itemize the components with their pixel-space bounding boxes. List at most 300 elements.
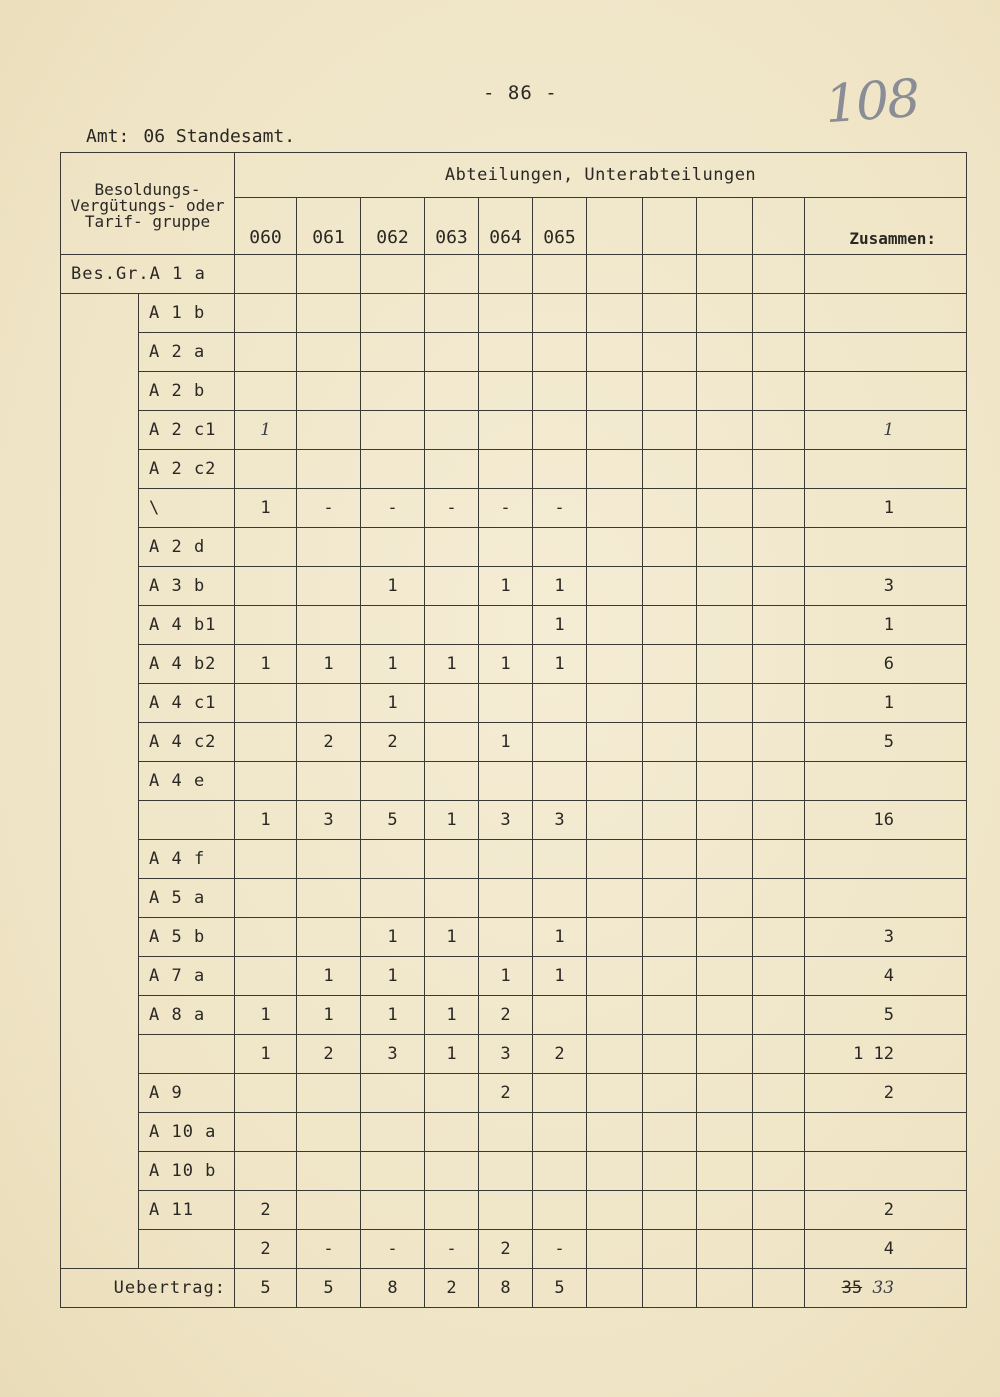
- empty-cell: [643, 1191, 697, 1230]
- department-value: 3: [361, 1035, 425, 1074]
- department-value: [425, 684, 479, 723]
- department-value: 3: [297, 801, 361, 840]
- department-value: [361, 1152, 425, 1191]
- department-value: [533, 723, 587, 762]
- department-value: [533, 528, 587, 567]
- department-value: [479, 411, 533, 450]
- group-label: A 5 b: [139, 918, 235, 957]
- empty-cell: [587, 411, 643, 450]
- group-label: A 4 c1: [139, 684, 235, 723]
- department-value: [533, 840, 587, 879]
- department-value: [533, 1191, 587, 1230]
- department-value: 1: [479, 957, 533, 996]
- department-value: [479, 1113, 533, 1152]
- department-value: [425, 411, 479, 450]
- department-value: [479, 606, 533, 645]
- group-label: A 2 a: [139, 333, 235, 372]
- department-value: -: [533, 1230, 587, 1269]
- indent-cell: [61, 684, 139, 723]
- department-value: [425, 1074, 479, 1113]
- row-total: [805, 1113, 967, 1152]
- indent-cell: [61, 489, 139, 528]
- department-value: 2: [479, 1074, 533, 1113]
- department-value: [361, 294, 425, 333]
- row-total: 5: [805, 723, 967, 762]
- table-row: [61, 606, 967, 645]
- carryover-value: 5: [533, 1269, 587, 1308]
- department-value: [425, 1191, 479, 1230]
- group-label: A 4 e: [139, 762, 235, 801]
- department-value: 2: [235, 1230, 297, 1269]
- indent-cell: [61, 762, 139, 801]
- empty-cell: [587, 606, 643, 645]
- department-value: 1: [533, 957, 587, 996]
- empty-cell: [587, 450, 643, 489]
- department-value: [297, 918, 361, 957]
- empty-cell: [587, 333, 643, 372]
- department-value: -: [425, 1230, 479, 1269]
- total-column-header: Zusammen:: [805, 198, 967, 255]
- department-value: [425, 294, 479, 333]
- empty-cell: [697, 996, 753, 1035]
- row-total: [805, 762, 967, 801]
- department-value: -: [297, 489, 361, 528]
- table-row: [61, 1074, 967, 1113]
- department-value: [533, 450, 587, 489]
- department-value: [235, 684, 297, 723]
- department-value: [297, 1074, 361, 1113]
- department-value: 1: [479, 645, 533, 684]
- indent-cell: [61, 1113, 139, 1152]
- department-value: 1: [425, 645, 479, 684]
- department-value: [235, 567, 297, 606]
- empty-cell: [697, 411, 753, 450]
- departments-header: Abteilungen, Unterabteilungen: [235, 153, 967, 198]
- department-value: [235, 294, 297, 333]
- empty-cell: [697, 801, 753, 840]
- empty-cell: [643, 879, 697, 918]
- empty-cell: [697, 645, 753, 684]
- empty-cell: [643, 684, 697, 723]
- table-row: [61, 567, 967, 606]
- table-body: [61, 255, 967, 1269]
- indent-cell: [61, 996, 139, 1035]
- empty-cell: [643, 801, 697, 840]
- department-value: [235, 879, 297, 918]
- empty-cell: [753, 684, 805, 723]
- empty-cell: [753, 1152, 805, 1191]
- department-value: [479, 840, 533, 879]
- department-value: 1: [533, 606, 587, 645]
- department-value: [361, 372, 425, 411]
- empty-cell: [753, 1191, 805, 1230]
- department-value: [425, 879, 479, 918]
- archive-number: 108: [823, 68, 921, 136]
- empty-cell: [643, 996, 697, 1035]
- empty-cell: [587, 489, 643, 528]
- row-total: 2: [805, 1191, 967, 1230]
- department-value: [479, 684, 533, 723]
- department-value: [533, 294, 587, 333]
- department-value: [361, 1191, 425, 1230]
- department-code: 064: [479, 198, 533, 255]
- department-value: [235, 957, 297, 996]
- department-value: [297, 879, 361, 918]
- office-value: 06 Standesamt.: [143, 126, 296, 147]
- department-value: [235, 255, 297, 294]
- carryover-value: 5: [235, 1269, 297, 1308]
- indent-cell: [61, 567, 139, 606]
- department-value: [533, 996, 587, 1035]
- department-value: [235, 1113, 297, 1152]
- row-total: 1: [805, 606, 967, 645]
- empty-cell: [587, 1152, 643, 1191]
- empty-cell: [587, 294, 643, 333]
- department-value: [297, 762, 361, 801]
- table-row: [61, 762, 967, 801]
- empty-cell: [643, 567, 697, 606]
- empty-cell: [753, 606, 805, 645]
- empty-cell: [643, 528, 697, 567]
- group-label: A 1 b: [139, 294, 235, 333]
- empty-cell: [643, 450, 697, 489]
- department-value: [479, 762, 533, 801]
- empty-cell: [753, 411, 805, 450]
- empty-cell: [697, 957, 753, 996]
- department-value: 2: [533, 1035, 587, 1074]
- empty-cell: [697, 255, 753, 294]
- empty-cell: [697, 372, 753, 411]
- group-label: A 11: [139, 1191, 235, 1230]
- table-row: [61, 996, 967, 1035]
- group-label: A 4 b1: [139, 606, 235, 645]
- empty-cell: [697, 528, 753, 567]
- department-value: [425, 450, 479, 489]
- department-value: 1: [235, 1035, 297, 1074]
- empty-cell: [753, 1113, 805, 1152]
- table-row: [61, 957, 967, 996]
- empty-cell: [587, 957, 643, 996]
- table-row: [61, 294, 967, 333]
- group-label: A 2 d: [139, 528, 235, 567]
- department-value: [425, 957, 479, 996]
- table-row: [61, 840, 967, 879]
- department-value: [235, 450, 297, 489]
- group-label: Bes.Gr.A 1 a: [61, 255, 235, 294]
- indent-cell: [61, 528, 139, 567]
- department-value: 2: [479, 1230, 533, 1269]
- empty-cell: [753, 840, 805, 879]
- group-label: A 4 c2: [139, 723, 235, 762]
- department-value: [297, 567, 361, 606]
- department-value: 5: [361, 801, 425, 840]
- empty-cell: [643, 411, 697, 450]
- department-value: 1: [361, 684, 425, 723]
- department-value: -: [361, 489, 425, 528]
- row-total: [805, 255, 967, 294]
- department-value: [425, 606, 479, 645]
- department-value: [297, 372, 361, 411]
- empty-cell: [587, 723, 643, 762]
- group-label: A 2 c1: [139, 411, 235, 450]
- department-value: 1: [235, 801, 297, 840]
- department-value: [297, 411, 361, 450]
- indent-cell: [61, 1191, 139, 1230]
- empty-cell: [753, 1269, 805, 1308]
- department-value: 1: [533, 645, 587, 684]
- empty-cell: [587, 645, 643, 684]
- department-value: 1: [297, 645, 361, 684]
- department-value: [297, 294, 361, 333]
- empty-cell: [643, 1035, 697, 1074]
- empty-cell: [587, 567, 643, 606]
- empty-cell: [643, 1113, 697, 1152]
- indent-cell: [61, 294, 139, 333]
- empty-cell: [697, 684, 753, 723]
- empty-cell: [587, 684, 643, 723]
- carryover-value: 8: [361, 1269, 425, 1308]
- department-value: 1: [533, 918, 587, 957]
- carryover-total-crossed: 35: [841, 1278, 863, 1298]
- group-label: A 2 b: [139, 372, 235, 411]
- empty-cell: [643, 1230, 697, 1269]
- indent-cell: [61, 801, 139, 840]
- department-value: 1: [361, 918, 425, 957]
- carryover-row: [61, 1269, 967, 1308]
- department-value: 1: [425, 918, 479, 957]
- department-value: 1: [235, 489, 297, 528]
- row-total: [805, 372, 967, 411]
- department-value: [297, 450, 361, 489]
- empty-cell: [587, 1113, 643, 1152]
- empty-cell: [753, 489, 805, 528]
- carryover-label: Uebertrag:: [61, 1269, 235, 1308]
- group-label: A 2 c2: [139, 450, 235, 489]
- department-value: 2: [297, 1035, 361, 1074]
- department-value: [425, 528, 479, 567]
- personnel-table: [60, 152, 967, 1308]
- department-value: [235, 723, 297, 762]
- row-total: 1 12: [805, 1035, 967, 1074]
- carryover-value: 2: [425, 1269, 479, 1308]
- empty-cell: [643, 372, 697, 411]
- carryover-total-handwritten: 33: [872, 1278, 895, 1298]
- department-value: 1: [361, 645, 425, 684]
- department-value: -: [297, 1230, 361, 1269]
- department-value: 3: [479, 1035, 533, 1074]
- department-value: [235, 762, 297, 801]
- department-value: [361, 450, 425, 489]
- empty-cell: [697, 1113, 753, 1152]
- table-row: [61, 723, 967, 762]
- empty-cell: [587, 255, 643, 294]
- indent-cell: [61, 918, 139, 957]
- empty-cell: [697, 567, 753, 606]
- row-total: 4: [805, 1230, 967, 1269]
- group-label: [139, 1230, 235, 1269]
- row-total: 3: [805, 918, 967, 957]
- empty-cell: [753, 957, 805, 996]
- empty-cell: [643, 957, 697, 996]
- indent-cell: [61, 957, 139, 996]
- department-value: [235, 1152, 297, 1191]
- department-value: [425, 762, 479, 801]
- empty-cell: [697, 1230, 753, 1269]
- row-total: [805, 450, 967, 489]
- empty-cell: [753, 450, 805, 489]
- department-value: [479, 294, 533, 333]
- empty-department-column: [643, 198, 697, 255]
- empty-cell: [587, 801, 643, 840]
- department-value: 1: [425, 801, 479, 840]
- carryover-total: [805, 1269, 967, 1308]
- department-value: [297, 684, 361, 723]
- row-total: [805, 528, 967, 567]
- department-value: 1: [361, 996, 425, 1035]
- row-total: 1: [805, 411, 967, 450]
- row-total: 1: [805, 684, 967, 723]
- indent-cell: [61, 333, 139, 372]
- indent-cell: [61, 411, 139, 450]
- department-value: 1: [479, 567, 533, 606]
- table-row: [61, 333, 967, 372]
- table-row: [61, 1035, 967, 1074]
- carryover-value: 8: [479, 1269, 533, 1308]
- department-value: [297, 255, 361, 294]
- group-label: A 9: [139, 1074, 235, 1113]
- group-label: A 4 f: [139, 840, 235, 879]
- department-value: [533, 1074, 587, 1113]
- department-value: [425, 723, 479, 762]
- carryover-value: 5: [297, 1269, 361, 1308]
- row-total: 1: [805, 489, 967, 528]
- department-value: [479, 918, 533, 957]
- group-label: A 8 a: [139, 996, 235, 1035]
- department-code: 061: [297, 198, 361, 255]
- department-value: [361, 762, 425, 801]
- empty-cell: [587, 1230, 643, 1269]
- empty-cell: [697, 1269, 753, 1308]
- department-value: [235, 333, 297, 372]
- department-value: 1: [235, 996, 297, 1035]
- empty-cell: [697, 606, 753, 645]
- table-row: [61, 879, 967, 918]
- department-value: [361, 1113, 425, 1152]
- empty-cell: [697, 1152, 753, 1191]
- empty-cell: [643, 723, 697, 762]
- table-row: [61, 489, 967, 528]
- empty-cell: [643, 255, 697, 294]
- group-label: A 5 a: [139, 879, 235, 918]
- department-value: [479, 372, 533, 411]
- empty-cell: [587, 528, 643, 567]
- department-value: [533, 1113, 587, 1152]
- group-column-header: Besoldungs- Vergütungs- oder Tarif- gruppe: [61, 153, 235, 255]
- department-value: [533, 762, 587, 801]
- group-label: \: [139, 489, 235, 528]
- empty-cell: [753, 528, 805, 567]
- empty-cell: [697, 333, 753, 372]
- department-value: 1: [235, 411, 297, 450]
- department-value: [361, 528, 425, 567]
- indent-cell: [61, 1035, 139, 1074]
- indent-cell: [61, 1074, 139, 1113]
- empty-cell: [697, 723, 753, 762]
- empty-cell: [753, 255, 805, 294]
- department-value: -: [533, 489, 587, 528]
- department-value: [479, 333, 533, 372]
- department-value: [533, 372, 587, 411]
- department-value: 1: [533, 567, 587, 606]
- indent-cell: [61, 1152, 139, 1191]
- empty-cell: [697, 1035, 753, 1074]
- empty-cell: [753, 723, 805, 762]
- empty-cell: [753, 1074, 805, 1113]
- page-number: - 86 -: [483, 82, 558, 104]
- empty-cell: [643, 1074, 697, 1113]
- department-code: 062: [361, 198, 425, 255]
- department-value: [533, 879, 587, 918]
- group-label: A 4 b2: [139, 645, 235, 684]
- department-value: 2: [297, 723, 361, 762]
- department-value: [361, 840, 425, 879]
- indent-cell: [61, 450, 139, 489]
- department-value: [235, 918, 297, 957]
- empty-cell: [753, 918, 805, 957]
- department-value: [297, 1152, 361, 1191]
- department-value: [425, 567, 479, 606]
- indent-cell: [61, 645, 139, 684]
- department-value: [533, 411, 587, 450]
- department-value: -: [361, 1230, 425, 1269]
- empty-cell: [643, 918, 697, 957]
- table-row: [61, 684, 967, 723]
- department-value: [479, 1152, 533, 1191]
- empty-department-column: [587, 198, 643, 255]
- department-value: [479, 879, 533, 918]
- department-value: [297, 606, 361, 645]
- indent-cell: [61, 372, 139, 411]
- department-code: 063: [425, 198, 479, 255]
- row-total: [805, 840, 967, 879]
- empty-cell: [753, 645, 805, 684]
- department-value: [297, 1113, 361, 1152]
- empty-cell: [643, 489, 697, 528]
- empty-cell: [697, 762, 753, 801]
- department-value: [297, 840, 361, 879]
- row-total: 5: [805, 996, 967, 1035]
- department-value: [479, 1191, 533, 1230]
- indent-cell: [61, 723, 139, 762]
- department-value: [479, 528, 533, 567]
- department-value: [533, 333, 587, 372]
- department-value: [425, 372, 479, 411]
- indent-cell: [61, 879, 139, 918]
- empty-cell: [697, 450, 753, 489]
- department-value: 3: [533, 801, 587, 840]
- table-row: [61, 918, 967, 957]
- department-value: [479, 255, 533, 294]
- row-total: 6: [805, 645, 967, 684]
- row-total: [805, 1152, 967, 1191]
- empty-cell: [753, 762, 805, 801]
- empty-cell: [643, 645, 697, 684]
- empty-cell: [587, 1191, 643, 1230]
- department-value: [361, 333, 425, 372]
- empty-cell: [753, 294, 805, 333]
- table-row: [61, 801, 967, 840]
- table-row: [61, 411, 967, 450]
